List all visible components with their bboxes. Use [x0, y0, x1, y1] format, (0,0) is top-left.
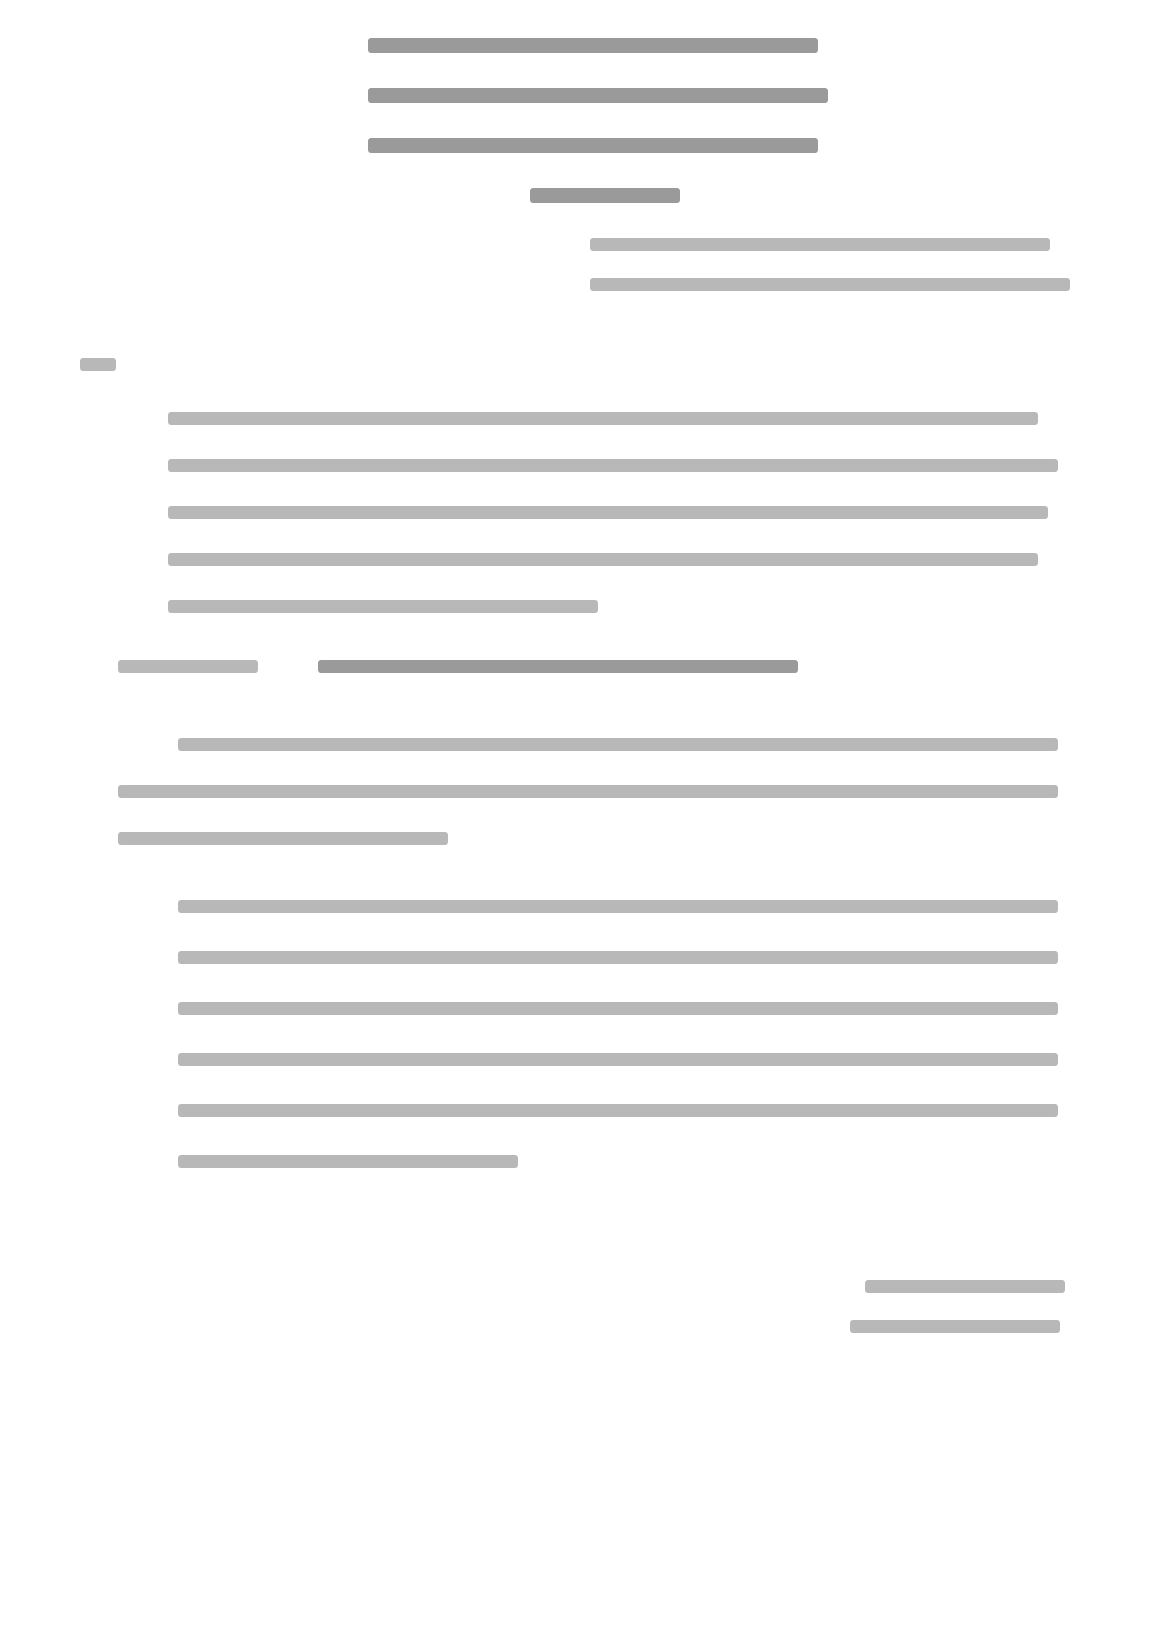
recipient-line [168, 553, 1038, 566]
letterhead-line [368, 138, 818, 153]
signatory-name [865, 1280, 1065, 1293]
letterhead-line [530, 188, 680, 203]
subject-text [318, 660, 798, 673]
to-marker [80, 358, 116, 371]
body-line [178, 738, 1058, 751]
quote-line [178, 1002, 1058, 1015]
subject-label [118, 660, 258, 673]
signatory-title [850, 1320, 1060, 1333]
body-line [118, 785, 1058, 798]
letterhead-line [368, 38, 818, 53]
recipient-line [168, 600, 598, 613]
recipient-line [168, 459, 1058, 472]
reference-line [590, 238, 1050, 251]
body-line [118, 832, 448, 845]
quote-line [178, 951, 1058, 964]
recipient-line [168, 506, 1048, 519]
quote-line [178, 1155, 518, 1168]
quote-line [178, 1104, 1058, 1117]
date-line [590, 278, 1070, 291]
recipient-line [168, 412, 1038, 425]
quote-line [178, 1053, 1058, 1066]
quote-line [178, 900, 1058, 913]
letterhead-line [368, 88, 828, 103]
